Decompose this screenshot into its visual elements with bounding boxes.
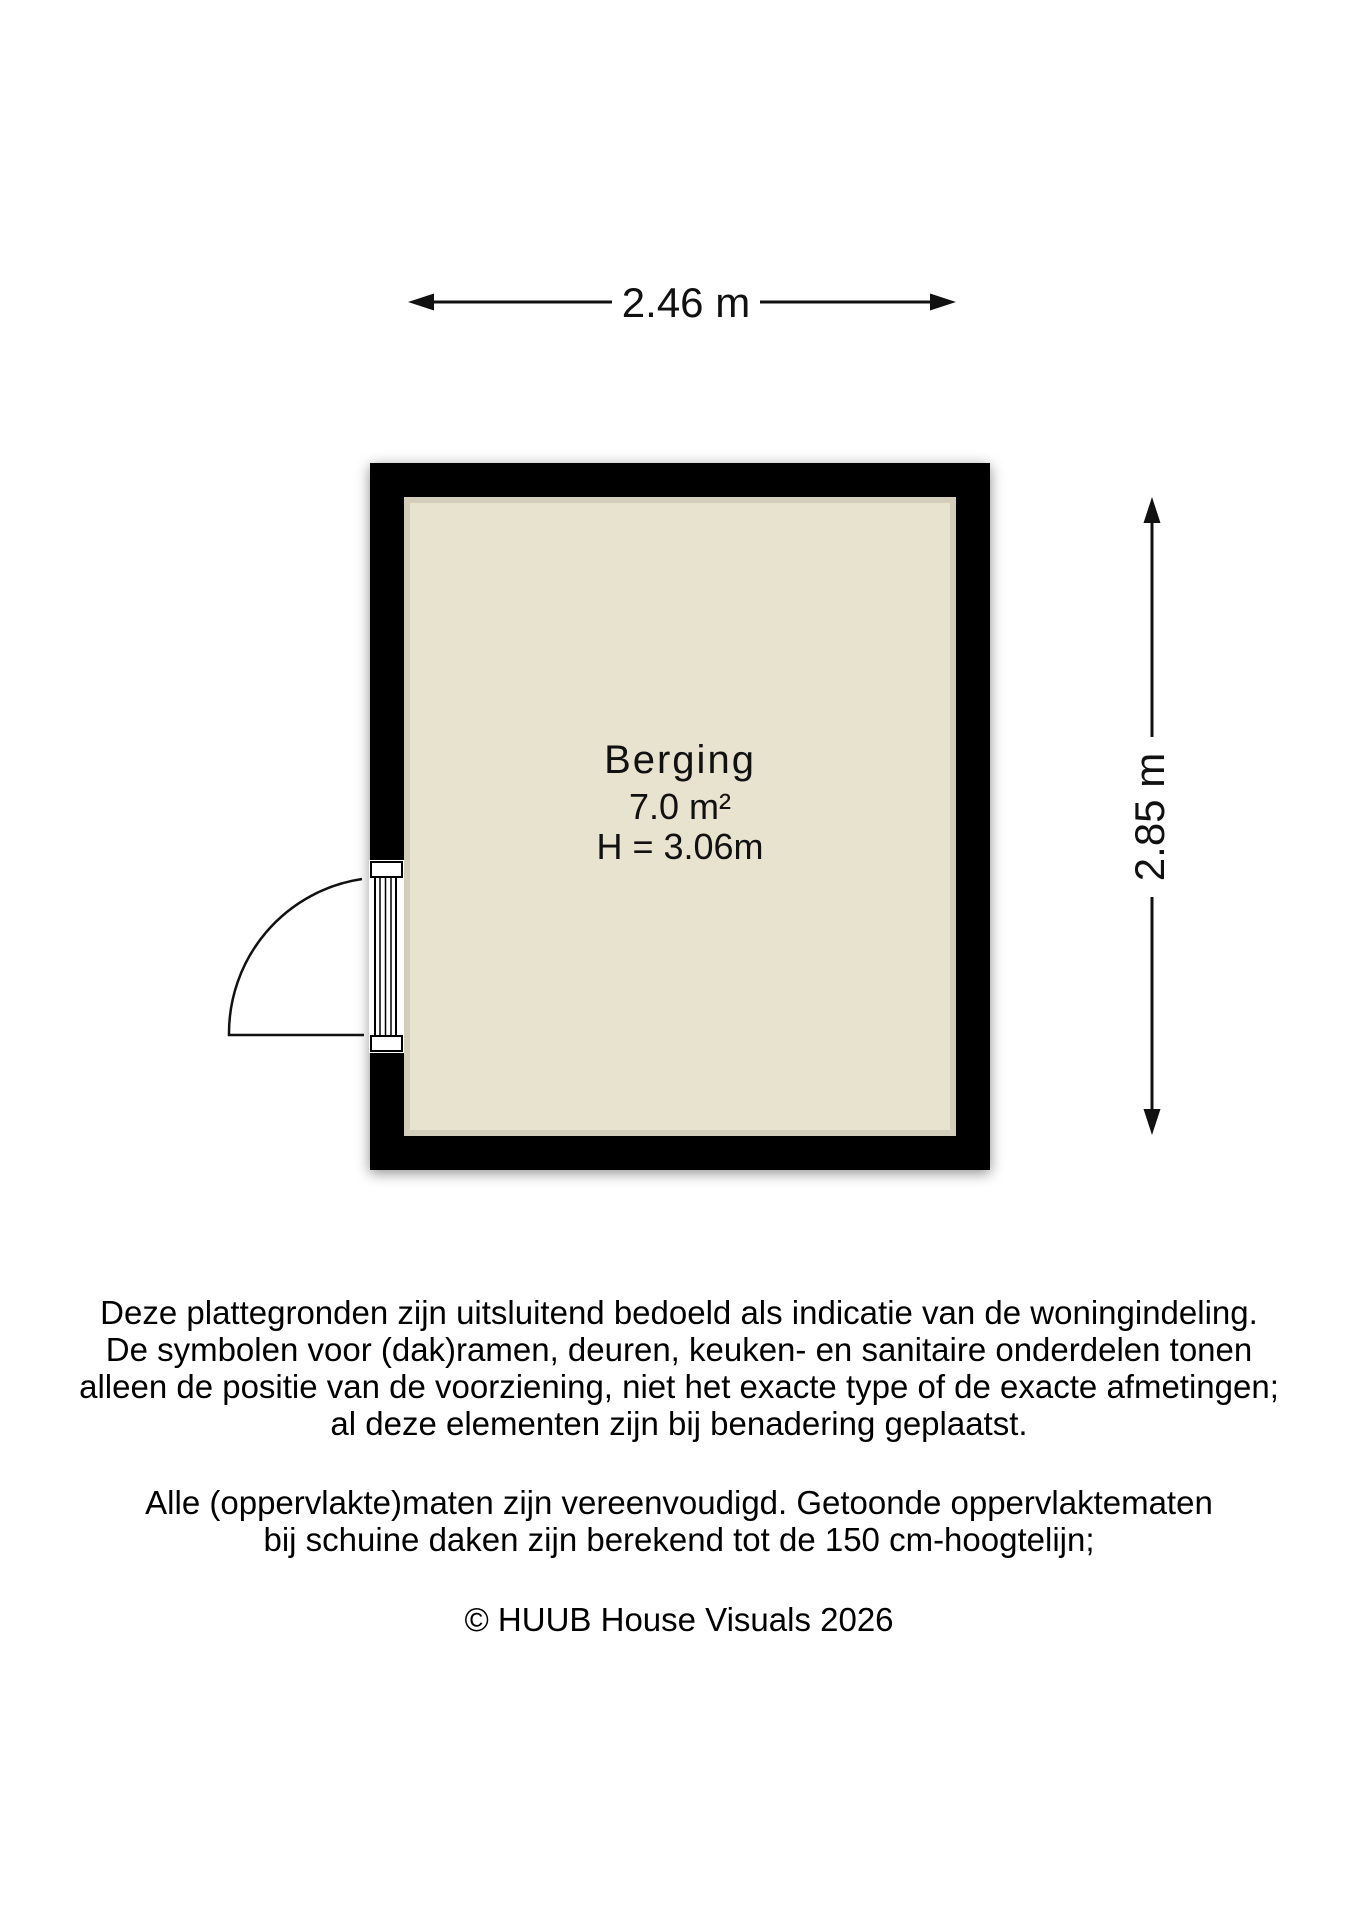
room-berging bbox=[229, 463, 990, 1170]
measurements-note-line-2: bij schuine daken zijn berekend tot de 150 cm-hoogtelijn; bbox=[263, 1521, 1095, 1558]
room-height-label: H = 3.06m bbox=[596, 826, 764, 867]
measurements-note-paragraph bbox=[0, 1484, 1358, 1558]
arrow-down-icon bbox=[1144, 1109, 1161, 1135]
door-post-top bbox=[371, 862, 402, 877]
height-dimension-label: 2.85 m bbox=[1126, 752, 1173, 882]
room-area-label: 7.0 m² bbox=[628, 786, 732, 827]
width-dimension bbox=[408, 279, 956, 326]
room-name-label: Berging bbox=[604, 738, 756, 782]
height-dimension bbox=[1126, 497, 1173, 1135]
disclaimer-line-1: Deze plattegronden zijn uitsluitend bedoeld als indicatie van de woningindeling. bbox=[100, 1294, 1258, 1331]
width-dimension-label: 2.46 m bbox=[621, 279, 751, 326]
arrow-up-icon bbox=[1144, 497, 1161, 523]
disclaimer-line-2: De symbolen voor (dak)ramen, deuren, keuken- en sanitaire onderdelen tonen bbox=[105, 1331, 1253, 1368]
disclaimer-line-3: alleen de positie van de voorziening, niet het exacte type of de exacte afmetingen; bbox=[79, 1368, 1279, 1405]
disclaimer-line-4: al deze elementen zijn bij benadering geplaatst. bbox=[330, 1405, 1028, 1442]
door-post-bottom bbox=[371, 1036, 402, 1051]
arrow-right-icon bbox=[930, 294, 956, 311]
measurements-note-line-1: Alle (oppervlakte)maten zijn vereenvoudigd. Getoonde oppervlaktematen bbox=[145, 1484, 1213, 1521]
copyright-text: © HUUB House Visuals 2026 bbox=[464, 1601, 894, 1638]
disclaimer-paragraph bbox=[0, 1294, 1358, 1442]
door-swing-arc bbox=[229, 879, 364, 1035]
